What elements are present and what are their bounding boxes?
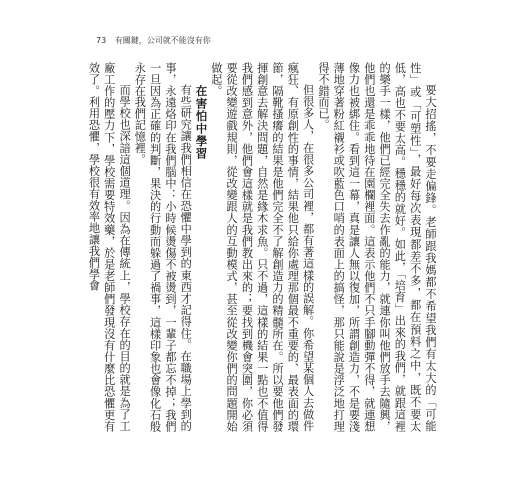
section-heading: 在害怕中學習 (194, 85, 209, 160)
paragraph: 而學校也深諳這個道理。因為在傳統上，學校存在的目的就是為了工廠工作的壓力下，學校需要特效藥，於是老師們發現沒有什麼比恐懼更有效了。利用恐懼，學校很有效率地讓我們學會 (87, 62, 132, 432)
running-header (96, 36, 211, 46)
running-title: 有關鍵，公司就不能沒有你 (114, 36, 211, 45)
paragraph: 但很多人，在很多公司裡，都有著這樣的誤解。你希望某個人去做件瘋狂、有原創性的事情，結果他只給你處理那個最不重要的、最表面的環節，隔靴搔癢的結果是他們完全不了解創造力的精髓所在。所以要他們發揮創意去解決問題，自然是緣木求魚。只不過，這樣的結果一點也不值得我們感到意外，他們會這樣就是我們教出來的；要找到機會突圍，你必須要從改變遊戲規則，從改變跟人的互動模式，甚至從改變你們的問題開始做起。 (209, 62, 315, 432)
vertical-text-body (86, 62, 438, 432)
page-number: 73 (96, 36, 107, 45)
paragraph: 有些研究讓我們相信在恐懼中學到的東西才記得住。在職場上學到的事，永遠烙印在我們腦中：小時候燙傷不被燙到，一輩子都忘不掉；我們一旦因為正確的判斷，果決的行動而躲過了禍事，這樣印象也會像化石般永存在我們記憶裡。 (133, 62, 193, 432)
paragraph: 要大招搖，不要走偏鋒。老師跟我媽都不希望我們有太大的「可能性」或「可塑性」，最好每次表現都差不多，都在預料之中，既不要太低，高也不要太高。穩穩的就好。如此，「培育」出來的我們，就跟這裡的樂手一樣，他們已經完全失去作亂的能力，就連你叫他們放手去隨興，他們也還是乖乖地待在園欄裡面。這表示他們不只手腳動彈不得，就連想像力也被綁住。看到這一幕，真是讓人無以復加，所謂創造力，不是要淺薄地穿著粉紅襯衫或吹藍色口哨的表面上的搞怪，那只能說是浮泛地打理得不錯而已。 (316, 62, 437, 432)
